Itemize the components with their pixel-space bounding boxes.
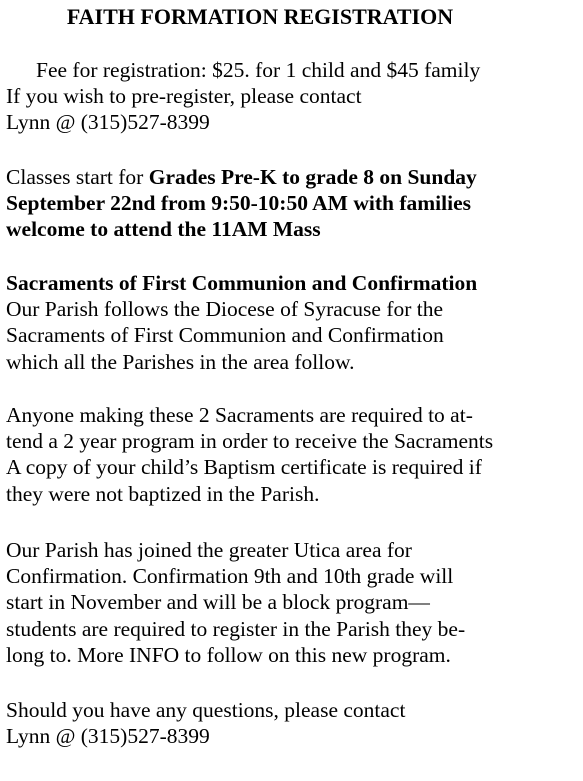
utica-line-3: start in November and will be a block program— <box>6 590 430 615</box>
fee-paragraph <box>6 57 581 136</box>
contact-line-1: Should you have any questions, please contact <box>6 698 406 722</box>
utica-line-4: students are required to register in the Parish they be- <box>6 616 466 641</box>
classes-line-1 <box>6 164 581 190</box>
classes-prefix: Classes start for <box>6 165 149 189</box>
utica-line-2: Confirmation. Confirmation 9th and 10th grade will <box>6 564 454 589</box>
sacraments-line-1: Our Parish follows the Diocese of Syracuse for the <box>6 297 444 322</box>
requirements-line-3: A copy of your child’s Baptism certificate is required if <box>6 455 482 480</box>
sacraments-paragraph <box>6 270 581 375</box>
sacraments-line-3: which all the Parishes in the area follow. <box>6 349 355 374</box>
requirements-paragraph <box>6 402 581 507</box>
requirements-line-1: Anyone making these 2 Sacraments are required to at- <box>6 403 473 427</box>
requirements-line-2: tend a 2 year program in order to receive the Sacraments <box>6 429 494 454</box>
contact-phone-line: Lynn @ (315)527-8399 <box>6 110 210 135</box>
preregister-line: If you wish to pre-register, please contact <box>6 84 362 109</box>
contact-line-2: Lynn @ (315)527-8399 <box>6 724 210 749</box>
utica-line-5: long to. More INFO to follow on this new program. <box>6 642 451 667</box>
classes-line-3: welcome to attend the 11AM Mass <box>6 217 321 242</box>
requirements-line-4: they were not baptized in the Parish. <box>6 481 320 506</box>
utica-paragraph <box>6 537 581 668</box>
page-title: FAITH FORMATION REGISTRATION <box>66 4 454 29</box>
classes-grades: Grades Pre-K to grade 8 on Sunday <box>148 165 477 189</box>
classes-paragraph <box>6 164 581 243</box>
classes-line-2: September 22nd from 9:50-10:50 AM with families <box>6 191 471 216</box>
sacraments-line-2: Sacraments of First Communion and Confirmation <box>6 323 444 348</box>
fee-line: Fee for registration: $25. for 1 child and $45 family <box>36 58 481 82</box>
contact-paragraph <box>6 697 581 749</box>
sacraments-heading: Sacraments of First Communion and Confirmation <box>6 271 478 295</box>
utica-line-1: Our Parish has joined the greater Utica area for <box>6 538 412 562</box>
